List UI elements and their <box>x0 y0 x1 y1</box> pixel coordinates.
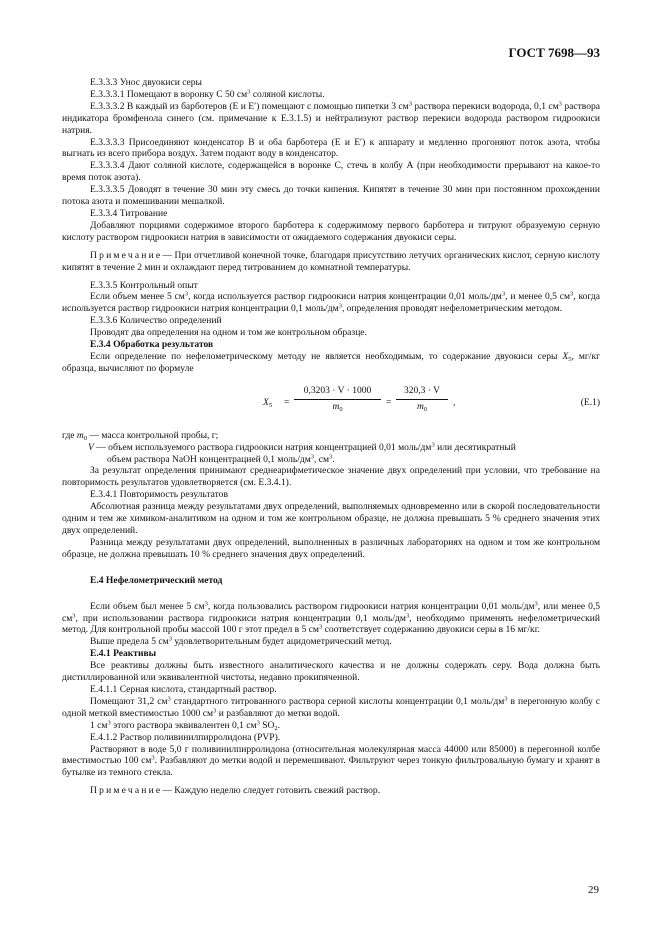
para-titration: Добавляют порциями содержимое второго барботера к содержимому первого барботера и титруют образуемую серную кислоту раствором гидроокиси натрия в зависимости от ожидаемого содержания двуокиси серы. <box>62 219 600 243</box>
section-e341-title: Е.3.4.1 Повторимость результатов <box>90 489 228 501</box>
para-reproducibility: Разница между результатами двух определений, выполненных в различных лабораториях на одном и том же контрольном образце, не должна превышать 10 % среднего значения двух определений. <box>62 536 600 560</box>
section-e411-title: Е.4.1.1 Серная кислота, стандартный раствор. <box>90 683 277 695</box>
para-results: Если определение по нефелометрическому методу не является необходимым, то содержание двуокиси серы $X_5$, мг/кг образца, вычисляют по формуле <box>62 350 600 374</box>
para-e33331: Е.3.3.3.1 Помещают в воронку С 50 $см^3$ соляной кислоты. <box>90 88 325 100</box>
section-e34-heading: Е.3.4 Обработка результатов <box>90 339 214 351</box>
section-e335-title: Е.3.3.5 Контрольный опыт <box>90 279 198 291</box>
section-e334-title: Е.3.3.4 Титрование <box>90 207 168 219</box>
note-label: Примечание <box>90 785 163 797</box>
para-acidometric: Выше предела 5 $см^3$ удовлетворительным будет ацидометрический метод. <box>90 635 392 648</box>
para-nephelometric: Если объем был менее 5 $см^3$, когда пользовались раствором гидроокиси натрия концентрации 0,01 моль/$дм^3$, или менее 0,5 $см^3$, при использовании раствора гидроокиси натрия концентрации 0,1 моль/$дм^3$, необходимо применять нефелометрический метод. Для контрольной пробы массой 100 г этот предел в 5 $см^3$ соответствует содержанию двуокиси серы в 16 мг/кг. <box>62 600 601 636</box>
para-sulfuric-acid: Помещают 31,2 $см^3$ стандартного титрованного раствора серной кислоты концентрации 0,1 моль/$дм^3$ в перегонную колбу с одной меткой вместимостью 1000 $см^3$ и разбавляют до метки водой. <box>62 695 600 719</box>
formula-fraction-1: $\frac{0,3203 \cdot V \cdot 1000}{m_0}$ <box>294 386 381 414</box>
formula-equals-1: = <box>284 397 290 408</box>
para-e33334: Е.3.3.3.4 Дают соляной кислоте, содержащейся в воронке С, стечь в колбу А (при необходимости прерывают на какое-то время поток азота). <box>62 160 600 184</box>
para-e33333: Е.3.3.3.3 Присоединяют конденсатор В и оба барботера (Е и Е′) к аппарату и медленно прогоняют поток азота, чтобы выгнать из всего прибора воздух. Затем подают воду в конденсатор. <box>62 136 600 160</box>
formula-lhs: $X_5$ <box>263 397 273 409</box>
standard-header: ГОСТ 7698—93 <box>508 45 600 60</box>
page-number: 29 <box>588 884 599 896</box>
section-e41-heading: Е.4.1 Реактивы <box>90 648 157 660</box>
note-titration: Примечание— При отчетливой конечной точке, благодаря присутствию летучих органических кислот, серную кислоту кипятят в течение 2 мин и охлаждают перед титрованием до комнатной температуры. <box>62 249 600 273</box>
definition-m0: где $m_0$ — масса контрольной пробы, г; <box>62 429 219 442</box>
para-determinations: Проводят два определения на одном и том же контрольном образце. <box>90 327 367 339</box>
definition-v: V — объем используемого раствора гидроокиси натрия концентрацией 0,01 моль/$дм^3$ или десятикратный <box>88 441 516 453</box>
para-repeatability: Абсолютная разница между результатами двух определений, выполняемых одновременно или в скорой последовательности одним и тем же химиком-аналитиком на одном и том же контрольном образце, не должна превышать 5 % среднего значения этих двух определений. <box>62 501 600 536</box>
para-equivalence: 1 $см^3$ этого раствора эквивалентен 0,1 $см^3$ $SO_2$. <box>90 719 281 732</box>
section-e3333-title: Е.3.3.3 Унос двуокиси серы <box>90 77 202 88</box>
formula-ref: (Е.1) <box>580 397 600 408</box>
para-reagents: Все реактивы должны быть известного аналитического качества и не должны содержать серу. Вода должна быть дистиллированной или эквивалентной чистоты, недавно прокипяченной. <box>62 660 600 684</box>
formula-e1 <box>62 381 600 427</box>
para-control-test: Если объем менее 5 $см^3$, когда используется раствор гидроокиси натрия концентрации 0,01 моль/$дм^3$, и менее 0,5 $см^3$, когда используется раствор гидроокиси натрия концентрации 0,1 моль/$дм^3$, определения проводят нефелометрическим методом. <box>62 290 600 315</box>
section-e336-title: Е.3.3.6 Количество определений <box>90 315 222 327</box>
document-body <box>62 77 600 797</box>
definition-v-cont: объем раствора NaOH концентрацией 0,1 моль/$дм^3$, $см^3$. <box>107 453 335 465</box>
para-result-mean: За результат определения принимают среднеарифметическое значение двух определений при условии, что требование на повторимость результатов удовлетворяется (см. Е.3.4.1). <box>62 465 600 489</box>
formula-comma: , <box>453 397 456 408</box>
note-label: Примечание <box>90 249 163 261</box>
para-e33335: Е.3.3.3.5 Доводят в течение 30 мин эту смесь до точки кипения. Кипятят в течение 30 мин при постоянном прохождении потока азота и помешивании мешалкой. <box>62 184 600 208</box>
section-e4-heading: Е.4 Нефелометрический метод <box>90 574 223 586</box>
formula-fraction-2: $\frac{320,3 \cdot V}{m_0}$ <box>396 386 448 414</box>
formula-equals-2: = <box>386 397 392 408</box>
para-pvp-solution: Растворяют в воде 5,0 г поливинилпирролидона (относительная молекулярная масса 44000 или 85000) в перегонной колбе вместимостью 100 $см^3$. Разбавляют до метки водой и перемешивают. Фильтруют через тонкую фильтровальную бумагу и хранят в бутылке из темного стекла. <box>62 743 600 779</box>
section-e412-title: Е.4.1.2 Раствор поливинилпирролидона (PVP). <box>90 731 281 743</box>
para-e33332: Е.3.3.3.2 В каждый из барботеров (Е и Е′) помещают с помощью пипетки 3 $см^3$ раствора перекиси водорода, 0,1 $см^3$ раствора индикатора бромфенола синего (см. примечание к Е.3.1.5) и нейтрализуют раствор перекиси водорода раствором гидроокиси натрия. <box>62 100 600 136</box>
formula-definitions <box>62 430 600 466</box>
note-fresh-solution: Примечание— Каждую неделю следует готовить свежий раствор. <box>90 785 381 797</box>
